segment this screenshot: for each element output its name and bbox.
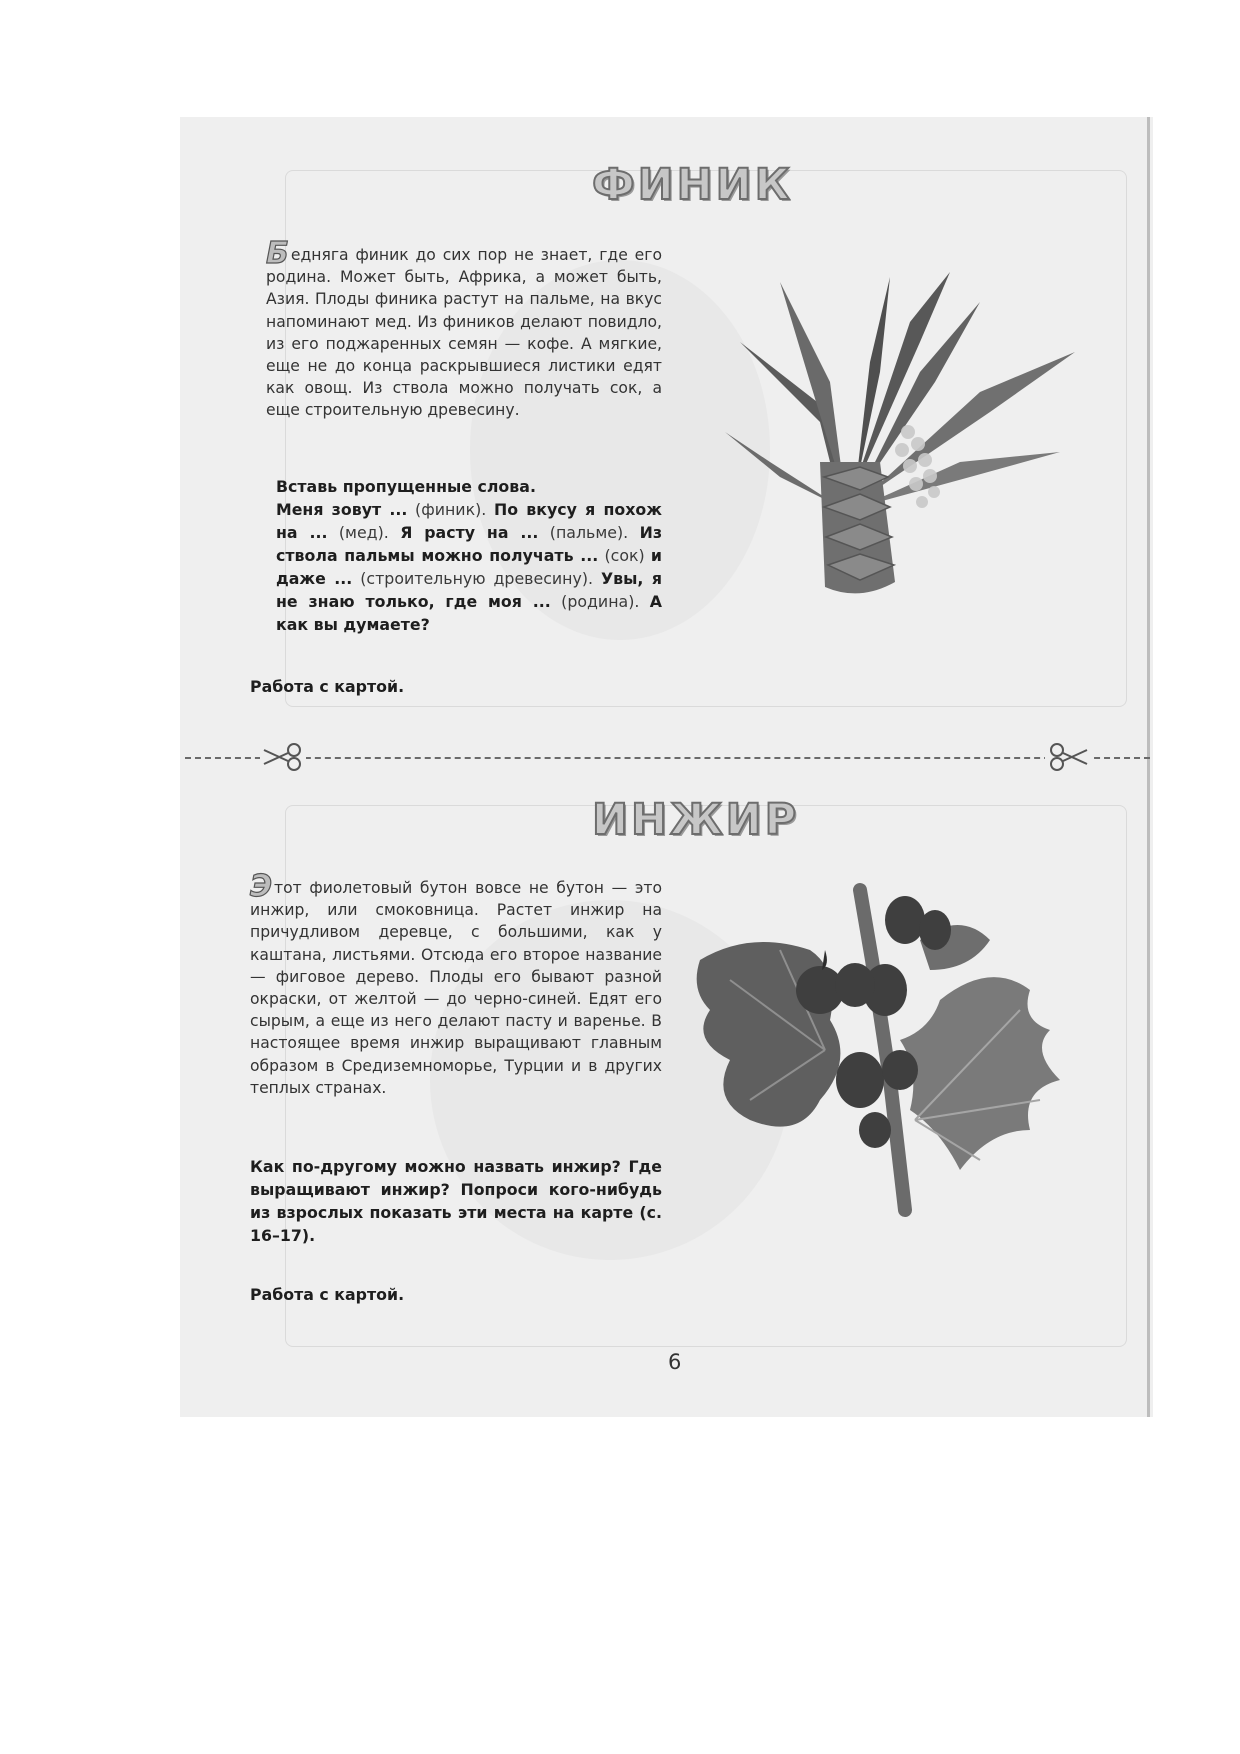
date-task-part: и даже ...	[276, 546, 662, 588]
date-card-description	[266, 236, 662, 422]
date-task-part: А как вы думаете?	[276, 592, 662, 634]
fig-card-questions: Как по-другому можно назвать инжир? Где выращивают инжир? Попроси кого-нибудь из взрослых показать эти места на карте (с. 16–17).	[250, 1157, 662, 1245]
fig-dropcap: Э	[250, 869, 273, 904]
date-task-part: Я расту на ...	[400, 523, 539, 542]
date-card-task	[276, 475, 662, 636]
fig-branch-illustration	[690, 880, 1090, 1225]
date-description-text: едняга финик до сих пор не знает, где его родина. Может быть, Африка, а может быть, Азия. Плоды финика растут на пальме, на вкус напоминают мед. Из фиников делают повидло, из его поджаренных семян — кофе. А мягкие, еще не до конца раскрывшиеся листики едят как овощ. Из ствола можно получать сок, а еще строительную древесину.	[266, 246, 662, 420]
cut-line	[185, 757, 1150, 759]
date-map-task: Работа с картой.	[250, 677, 405, 696]
date-task-part: Меня зовут ...	[276, 500, 408, 519]
date-card-title: ФИНИК	[592, 160, 793, 210]
fig-map-task: Работа с картой.	[250, 1285, 405, 1304]
fig-card-title: ИНЖИР	[592, 795, 800, 845]
scissors-icon	[260, 742, 306, 772]
date-dropcap: Б	[266, 236, 289, 271]
date-task-answer: (мед).	[327, 523, 401, 542]
date-task-answer: (сок)	[598, 546, 651, 565]
page-edge	[1147, 117, 1150, 1417]
date-task-answer: (пальме).	[538, 523, 640, 542]
date-task-heading: Вставь пропущенные слова.	[276, 477, 536, 496]
date-task-part: По вкусу я похож на ...	[276, 500, 662, 542]
scissors-icon	[1045, 742, 1091, 772]
date-task-answer: (финик).	[407, 500, 495, 519]
fig-card-description	[250, 869, 662, 1099]
date-task-part: Из ствола пальмы можно получать ...	[276, 523, 662, 565]
date-task-part: Увы, я не знаю только, где моя ...	[276, 569, 663, 611]
date-task-answer: (родина).	[550, 592, 650, 611]
date-task-answer: (строительную древесину).	[352, 569, 601, 588]
date-task-body	[276, 498, 662, 636]
date-palm-illustration	[720, 262, 1085, 607]
page-number: 6	[668, 1350, 682, 1374]
fig-description-text: тот фиолетовый бутон вовсе не бутон — это инжир, или смоковница. Растет инжир на причудливом деревце, с большими, как у каштана, листьями. Отсюда его второе название — фиговое дерево. Плоды его бывают разной окраски, от желтой — до черно-синей. Едят его сырым, а еще из него делают пасту и варенье. В настоящее время инжир выращивают главным образом в Средиземноморье, Турции и в других теплых странах.	[250, 879, 662, 1097]
